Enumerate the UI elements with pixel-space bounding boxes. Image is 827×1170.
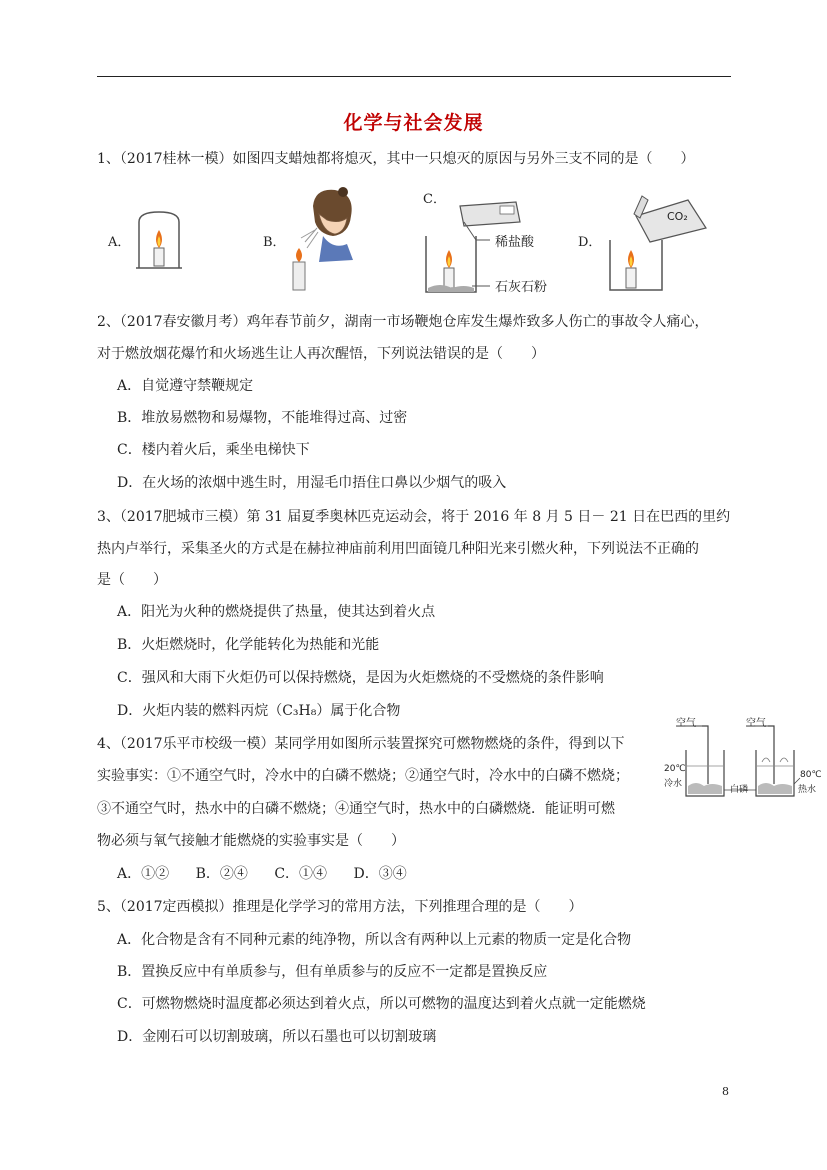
- q4-fig-cold-temp: 20℃: [664, 764, 686, 774]
- person-blowing-candle-icon: [283, 184, 368, 296]
- q4-option-a: A．①②: [117, 866, 170, 882]
- q5-option-d: D．金刚石可以切割玻璃，所以石墨也可以切割玻璃: [117, 1029, 437, 1045]
- q1-fig-label-b: B．: [263, 235, 286, 250]
- q1-stem: 1、（2017桂林一模）如图四支蜡烛都将熄灭，其中一只熄灭的原因与另外三支不同的是（ ）: [97, 151, 695, 167]
- q4-figure: [662, 714, 824, 806]
- q3-option-a: A．阳光为火种的燃烧提供了热量，使其达到着火点: [117, 604, 436, 620]
- q4-stem-line1: 4、（2017乐平市校级一模）某同学用如图所示装置探究可燃物燃烧的条件，得到以下: [97, 736, 625, 752]
- q4-stem-line3: ③不通空气时，热水中的白磷不燃烧；④通空气时，热水中的白磷燃烧．能证明可燃: [97, 801, 615, 817]
- q2-stem-line2: 对于燃放烟花爆竹和火场逃生让人再次醒悟，下列说法错误的是（ ）: [97, 346, 545, 362]
- q1-fig-d-gas: CO₂: [667, 210, 688, 223]
- q3-stem-line1: 3、（2017肥城市三模）第 31 届夏季奥林匹克运动会，将于 2016 年 8 月 5 日－ 21 日在巴西的里约: [97, 509, 731, 525]
- q3-stem-line2: 热内卢举行，采集圣火的方式是在赫拉神庙前利用凹面镜几种阳光来引燃火种，下列说法不正确的: [97, 541, 699, 557]
- q2-stem-line1: 2、（2017春安徽月考）鸡年春节前夕，湖南一市场鞭炮仓库发生爆炸致多人伤亡的事故令人痛心，: [97, 314, 709, 330]
- q5-option-b: B．置换反应中有单质参与，但有单质参与的反应不一定都是置换反应: [117, 964, 548, 980]
- q4-option-d: D．③④: [353, 866, 407, 882]
- q4-fig-air-left: 空气: [676, 718, 696, 729]
- co2-pour-beaker-icon: [598, 192, 718, 294]
- q2-option-c: C．楼内着火后，乘坐电梯快下: [117, 442, 310, 458]
- q1-fig-label-a: A．: [108, 235, 131, 250]
- q4-fig-cold-water: 冷水: [664, 779, 683, 789]
- q1-fig-label-c: C．: [423, 192, 446, 207]
- header-rule: [97, 76, 731, 77]
- q4-fig-air-right: 空气: [746, 718, 766, 729]
- q2-option-d: D．在火场的浓烟中逃生时，用湿毛巾捂住口鼻以少烟气的吸入: [117, 475, 507, 491]
- q5-option-c: C．可燃物燃烧时温度都必须达到着火点，所以可燃物的温度达到着火点就一定能燃烧: [117, 996, 646, 1012]
- q4-option-c: C．①④: [274, 866, 328, 882]
- q4-stem-line2: 实验事实：①不通空气时，冷水中的白磷不燃烧；②通空气时，冷水中的白磷不燃烧；: [97, 768, 629, 784]
- q2-option-b: B．堆放易燃物和易爆物，不能堆得过高、过密: [117, 410, 408, 426]
- q4-option-b: B．②④: [195, 866, 248, 882]
- q4-fig-hot-water: 热水: [798, 785, 817, 795]
- q1-fig-c-lime: 石灰石粉: [495, 280, 548, 295]
- q3-option-b: B．火炬燃烧时，化学能转化为热能和光能: [117, 637, 380, 653]
- q4-options: [117, 865, 429, 883]
- q5-stem: 5、（2017定西模拟）推理是化学学习的常用方法，下列推理合理的是（ ）: [97, 899, 583, 915]
- q1-fig-c-acid: 稀盐酸: [495, 235, 535, 250]
- q3-option-c: C．强风和大雨下火炬仍可以保持燃烧，是因为火炬燃烧的不受燃烧的条件影响: [117, 670, 604, 686]
- page-title: 化学与社会发展: [343, 112, 484, 134]
- q1-fig-label-d: D．: [578, 235, 602, 250]
- q4-fig-phosphorus: 白磷: [730, 785, 749, 795]
- q3-option-d: D．火炬内装的燃料丙烷（C₃H₈）属于化合物: [117, 703, 401, 719]
- q3-stem-line3: 是（ ）: [97, 572, 167, 588]
- q1-figure: [100, 178, 740, 298]
- q5-option-a: A．化合物是含有不同种元素的纯净物，所以含有两种以上元素的物质一定是化合物: [117, 932, 632, 948]
- page-number: 8: [722, 1085, 729, 1098]
- candle-covered-jar-icon: [134, 208, 184, 272]
- q2-option-a: A．自觉遵守禁鞭规定: [117, 378, 254, 394]
- q4-stem-line4: 物必须与氧气接触才能燃烧的实验事实是（ ）: [97, 833, 405, 849]
- q4-fig-hot-temp: 80℃: [800, 770, 822, 780]
